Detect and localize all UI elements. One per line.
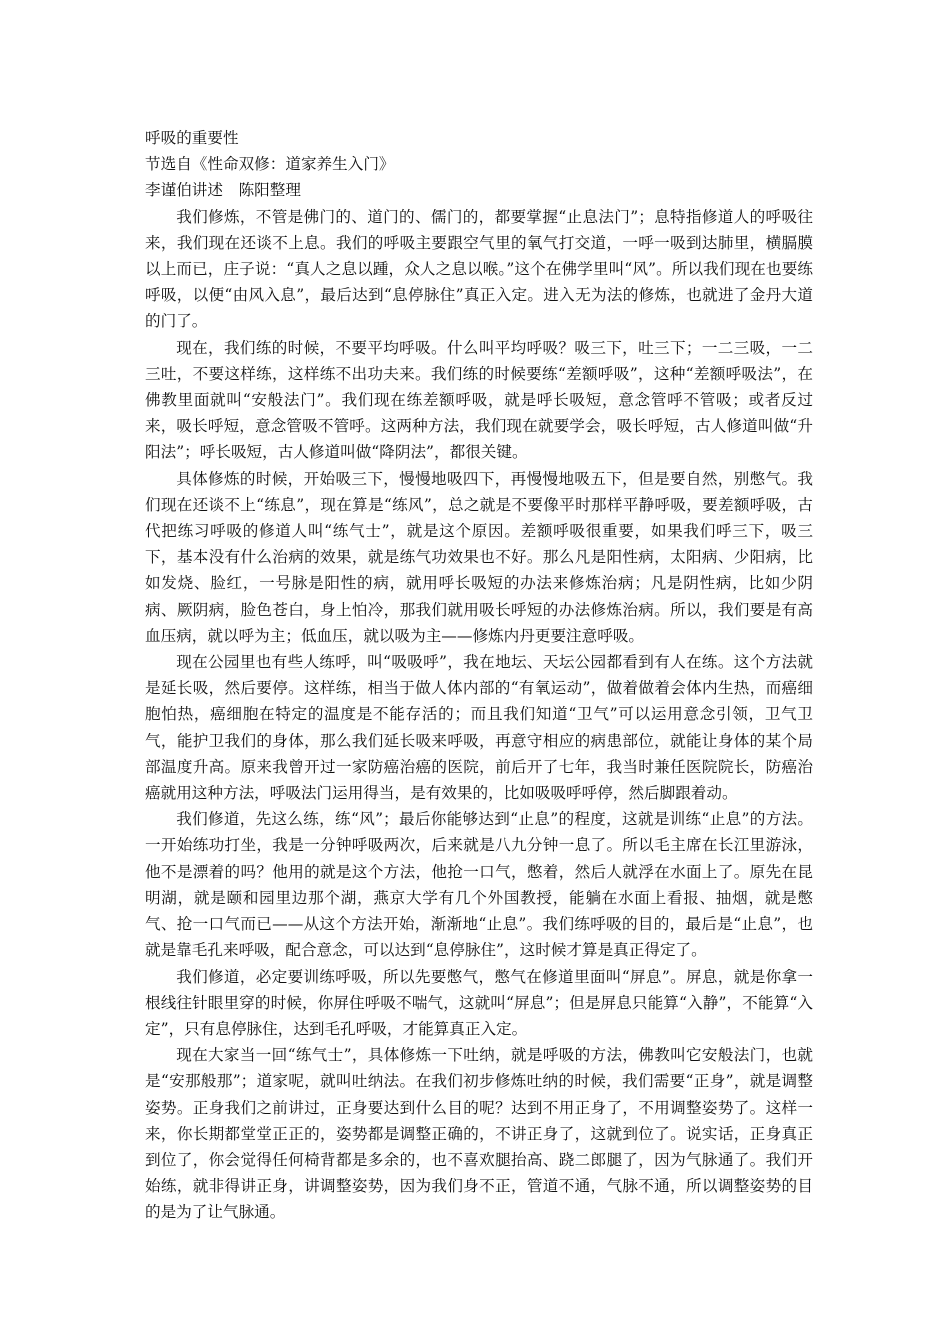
document-author: 李谨伯讲述 陈阳整理 xyxy=(145,181,301,200)
paragraph: 我们修道，必定要训练呼吸，所以先要憋气，憋气在修道里面叫“屏息”。屏息，就是你拿一根线往针眼里穿的时候，你屏住呼吸不喘气，这就叫“屏息”；但是屏息只能算“入静”，不能算“入定”，只有息停脉住，达到毛孔呼吸，才能算真正入定。 xyxy=(145,967,813,1038)
document-source: 节选自《性命双修：道家养生入门》 xyxy=(145,155,395,174)
paragraph: 具体修炼的时候，开始吸三下，慢慢地吸四下，再慢慢地吸五下，但是要自然，别憋气。我们现在还谈不上“练息”，现在算是“练风”，总之就是不要像平时那样平静呼吸，要差额呼吸，古代把练习呼吸的修道人叫“练气士”，就是这个原因。差额呼吸很重要，如果我们呼三下，吸三下，基本没有什么治病的效果，就是练气功效果也不好。那么凡是阳性病，太阳病、少阳病，比如发烧、脸红，一号脉是阳性的病，就用呼长吸短的办法来修炼治病；凡是阴性病，比如少阴病、厥阴病，脸色苍白，身上怕冷，那我们就用吸长呼短的办法修炼治病。所以，我们要是有高血压病，就以呼为主；低血压，就以吸为主——修炼内丹更要注意呼吸。 xyxy=(145,469,813,645)
document-title: 呼吸的重要性 xyxy=(145,129,239,147)
paragraph: 现在公园里也有些人练呼，叫“吸吸呼”，我在地坛、天坛公园都看到有人在练。这个方法就是延长吸，然后要停。这样练，相当于做人体内部的“有氧运动”，做着做着会体内生热，而癌细胞怕热，癌细胞在特定的温度是不能存活的；而且我们知道“卫气”可以运用意念引领，卫气卫气，能护卫我们的身体，那么我们延长吸来呼吸，再意守相应的病患部位，就能让身体的某个局部温度升高。原来我曾开过一家防癌治癌的医院，前后开了七年，我当时兼任医院院长，防癌治癌就用这种方法，呼吸法门运用得当，是有效果的，比如吸吸呼呼停，然后脚跟着动。 xyxy=(145,653,813,803)
paragraph: 现在大家当一回“练气士”，具体修炼一下吐纳，就是呼吸的方法，佛教叫它安般法门，也就是“安那般那”；道家呢，就叫吐纳法。在我们初步修炼吐纳的时候，我们需要“正身”，就是调整姿势。正身我们之前讲过，正身要达到什么目的呢？达到不用正身了，不用调整姿势了。这样一来，你长期都堂堂正正的，姿势都是调整正确的，不讲正身了，这就到位了。说实话，正身真正到位了，你会觉得任何椅背都是多余的，也不喜欢腿抬高、跷二郎腿了，因为气脉通了。我们开始练，就非得讲正身，讲调整姿势，因为我们身不正，管道不通，气脉不通，所以调整姿势的目的是为了让气脉通。 xyxy=(145,1046,813,1222)
paragraph: 我们修道，先这么练，练“风”；最后你能够达到“止息”的程度，这就是训练“止息”的方法。一开始练功打坐，我是一分钟呼吸两次，后来就是八九分钟一息了。所以毛主席在长江里游泳，他不是漂着的吗？他用的就是这个方法，他抢一口气，憋着，然后人就浮在水面上了。原先在昆明湖，就是颐和园里边那个湖，燕京大学有几个外国教授，能躺在水面上看报、抽烟，就是憋气、抢一口气而已——从这个方法开始，渐渐地“止息”。我们练呼吸的目的，最后是“止息”，也就是靠毛孔来呼吸，配合意念，可以达到“息停脉住”，这时候才算是真正得定了。 xyxy=(145,810,813,960)
paragraph: 我们修炼，不管是佛门的、道门的、儒门的，都要掌握“止息法门”；息特指修道人的呼吸往来，我们现在还谈不上息。我们的呼吸主要跟空气里的氧气打交道，一呼一吸到达肺里，横膈膜以上而已，庄子说：“真人之息以踵，众人之息以喉。”这个在佛学里叫“风”。所以我们现在也要练呼吸，以便“由风入息”，最后达到“息停脉住”真正入定。进入无为法的修炼，也就进了金丹大道的门了。 xyxy=(145,207,813,331)
document-page xyxy=(145,125,813,1226)
paragraph: 现在，我们练的时候，不要平均呼吸。什么叫平均呼吸？吸三下，吐三下；一二三吸，一二三吐，不要这样练，这样练不出功夫来。我们练的时候要练“差额呼吸”，这种“差额呼吸法”，在佛教里面就叫“安般法门”。我们现在练差额呼吸，就是呼长吸短，意念管呼不管吸；或者反过来，吸长呼短，意念管吸不管呼。这两种方法，我们现在就要学会，吸长呼短，古人修道叫做“升阳法”；呼长吸短，古人修道叫做“降阴法”，都很关键。 xyxy=(145,338,813,462)
